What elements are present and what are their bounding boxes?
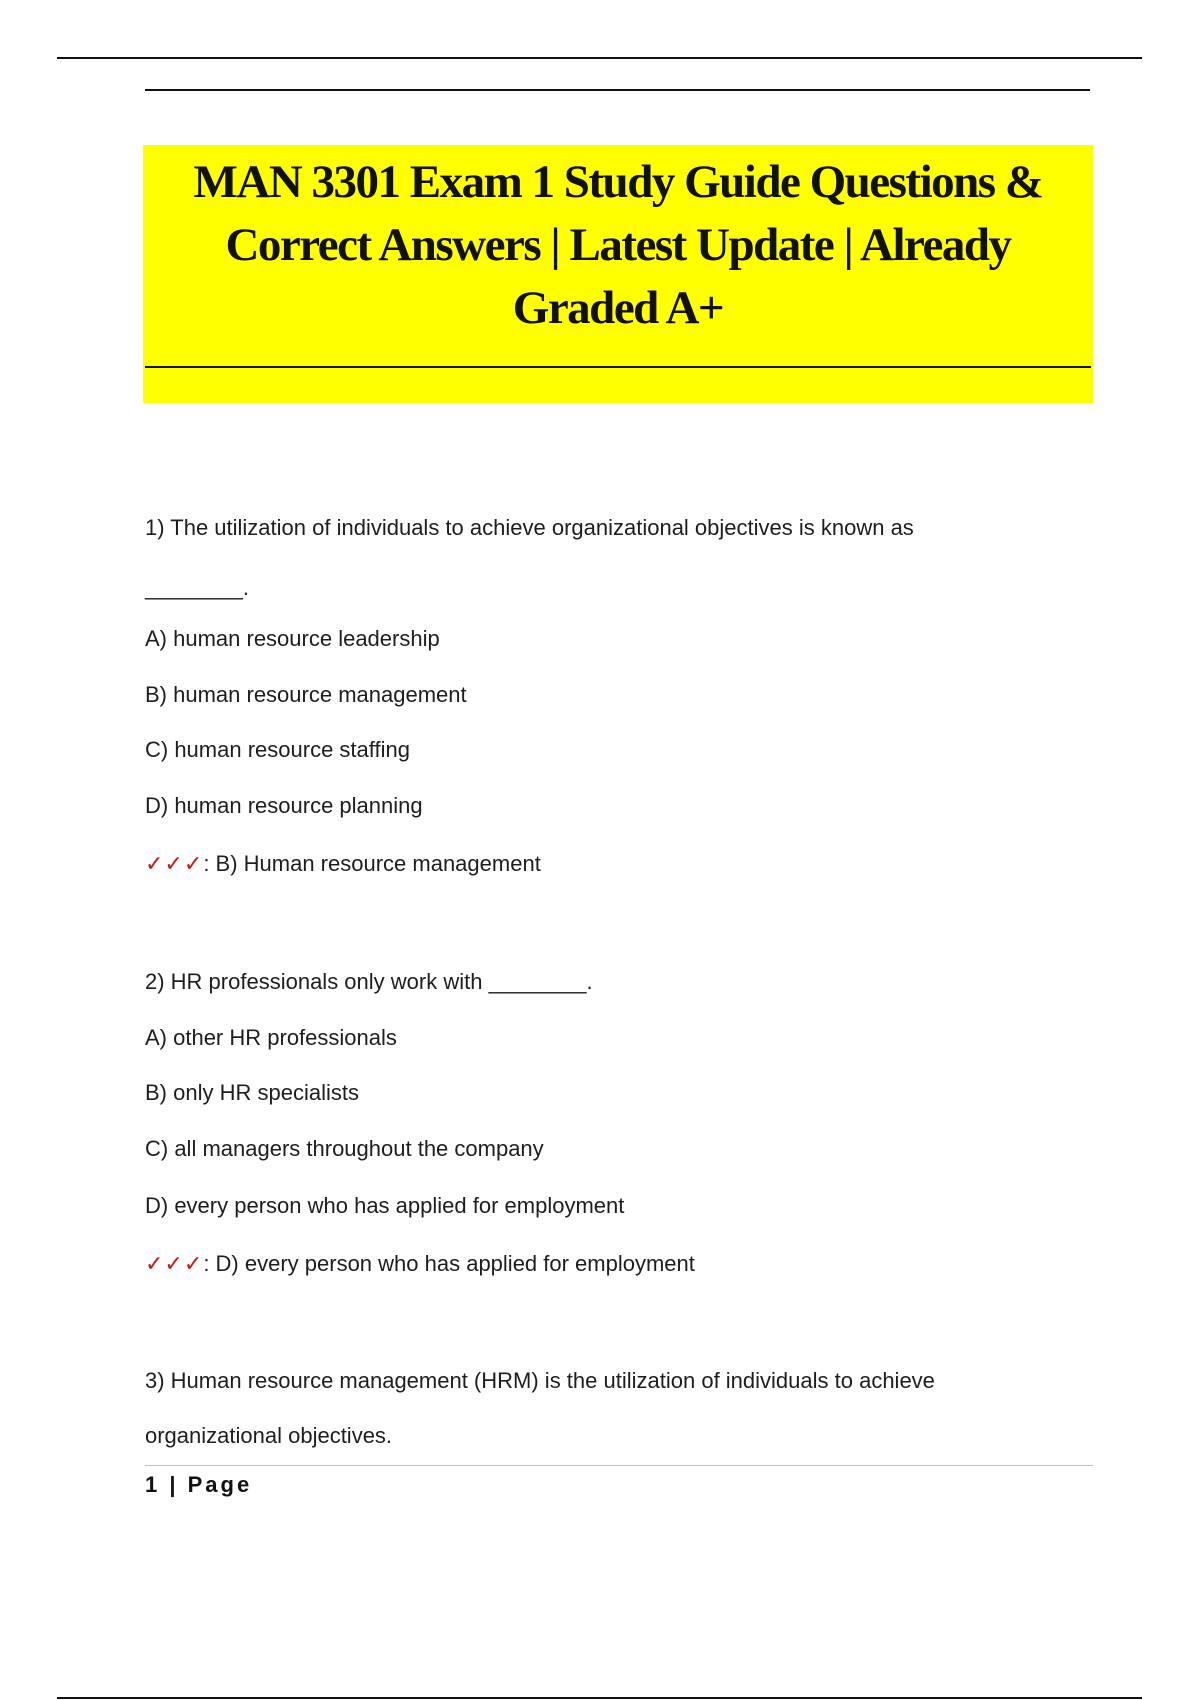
- question-2-option-d: D) every person who has applied for employment: [145, 1193, 625, 1218]
- top-border-rule: [57, 57, 1142, 59]
- question-3-stem: 3) Human resource management (HRM) is the utilization of individuals to achieve: [145, 1368, 935, 1393]
- question-2-option-a: A) other HR professionals: [145, 1025, 397, 1050]
- question-1-answer: [145, 850, 541, 878]
- question-2-answer-text: : D) every person who has applied for employment: [203, 1251, 695, 1276]
- title-line-3: Graded A+: [512, 282, 724, 334]
- title-line-1: MAN 3301 Exam 1 Study Guide Questions &: [193, 156, 1043, 208]
- bottom-border-rule: [57, 1697, 1142, 1699]
- footer-rule: [145, 1465, 1093, 1466]
- header-rule: [145, 89, 1090, 91]
- title-banner: [143, 145, 1093, 403]
- question-1-stem: 1) The utilization of individuals to achieve organizational objectives is known as: [145, 515, 914, 540]
- question-3-stem-continued: organizational objectives.: [145, 1423, 393, 1448]
- check-mark-icon: ✓✓✓: [145, 851, 204, 876]
- title-underline-rule: [145, 366, 1091, 368]
- question-1-option-a: A) human resource leadership: [145, 626, 440, 651]
- question-2-answer: [145, 1250, 695, 1278]
- question-1-option-c: C) human resource staffing: [145, 737, 410, 762]
- question-1-option-b: B) human resource management: [145, 682, 467, 707]
- question-1-blank: ________.: [145, 575, 249, 600]
- question-2-stem: 2) HR professionals only work with ________.: [145, 969, 593, 994]
- question-2-option-c: C) all managers throughout the company: [145, 1136, 544, 1161]
- question-1-option-d: D) human resource planning: [145, 793, 423, 818]
- check-mark-icon: ✓✓✓: [145, 1251, 204, 1276]
- document-title: [143, 145, 1093, 340]
- page-number: 1 | Page: [145, 1472, 253, 1497]
- question-2-option-b: B) only HR specialists: [145, 1080, 359, 1105]
- title-line-2: Correct Answers | Latest Update | Already: [225, 219, 1011, 271]
- question-1-answer-text: : B) Human resource management: [203, 851, 541, 876]
